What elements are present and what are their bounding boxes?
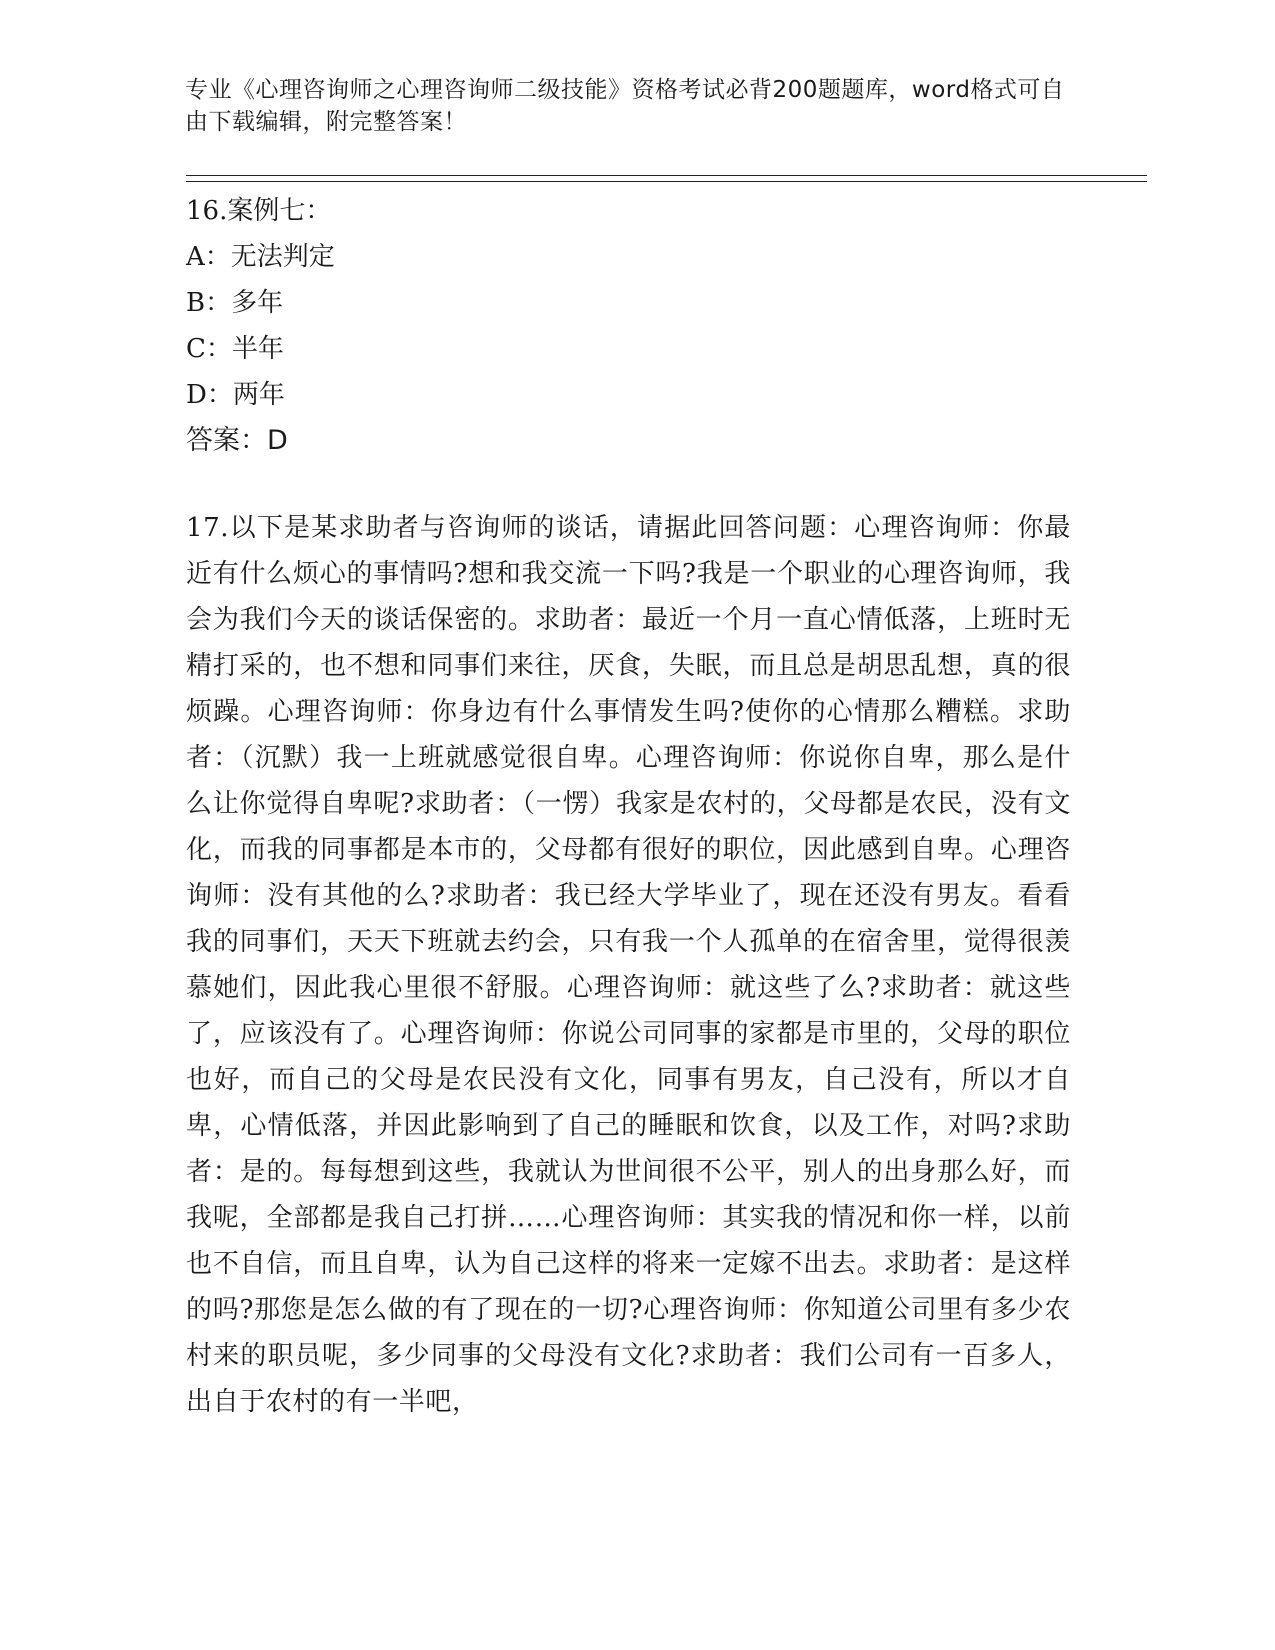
- option-a: A：无法判定: [186, 242, 335, 272]
- document-header: 专业《心理咨询师之心理咨询师二级技能》资格考试必背200题题库，word格式可自由下载编辑，附完整答案！: [185, 77, 1065, 135]
- option-c: C：半年: [186, 334, 284, 364]
- question-16-stem: 16.案例七：: [186, 196, 332, 226]
- question-17-text: 17.以下是某求助者与咨询师的谈话，请据此回答问题：心理咨询师：你最近有什么烦心的事情吗?想和我交流一下吗?我是一个职业的心理咨询师，我会为我们今天的谈话保密的。求助者：最近一个月一直心情低落，上班时无精打采的，也不想和同事们来往，厌食，失眠，而且总是胡思乱想，真的很烦躁。心理咨询师：你身边有什么事情发生吗?使你的心情那么糟糕。求助者：（沉默）我一上班就感觉很自卑。心理咨询师：你说你自卑，那么是什么让你觉得自卑呢?求助者：（一愣）我家是农村的，父母都是农民，没有文化，而我的同事都是本市的，父母都有很好的职位，因此感到自卑。心理咨询师：没有其他的么?求助者：我已经大学毕业了，现在还没有男友。看看我的同事们，天天下班就去约会，只有我一个人孤单的在宿舍里，觉得很羡慕她们，因此我心里很不舒服。心理咨询师：就这些了么?求助者：就这些了，应该没有了。心理咨询师：你说公司同事的家都是市里的，父母的职位也好，而自己的父母是农民没有文化，同事有男友，自己没有，所以才自卑，心情低落，并因此影响到了自己的睡眠和饮食，以及工作，对吗?求助者：是的。每每想到这些，我就认为世间很不公平，别人的出身那么好，而我呢，全部都是我自己打拼……心理咨询师：其实我的情况和你一样，以前也不自信，而且自卑，认为自己这样的将来一定嫁不出去。求助者：是这样的吗?那您是怎么做的有了现在的一切?心理咨询师：你知道公司里有多少农村来的职员呢，多少同事的父母没有文化?求助者：我们公司有一百多人，出自于农村的有一半吧，: [186, 513, 1071, 1417]
- option-b: B：多年: [186, 288, 284, 318]
- answer-16: 答案：D: [186, 425, 288, 456]
- header-divider-bottom: [186, 181, 1147, 182]
- option-d: D：两年: [186, 380, 285, 410]
- header-divider-top: [186, 175, 1147, 176]
- question-16: [186, 188, 1071, 464]
